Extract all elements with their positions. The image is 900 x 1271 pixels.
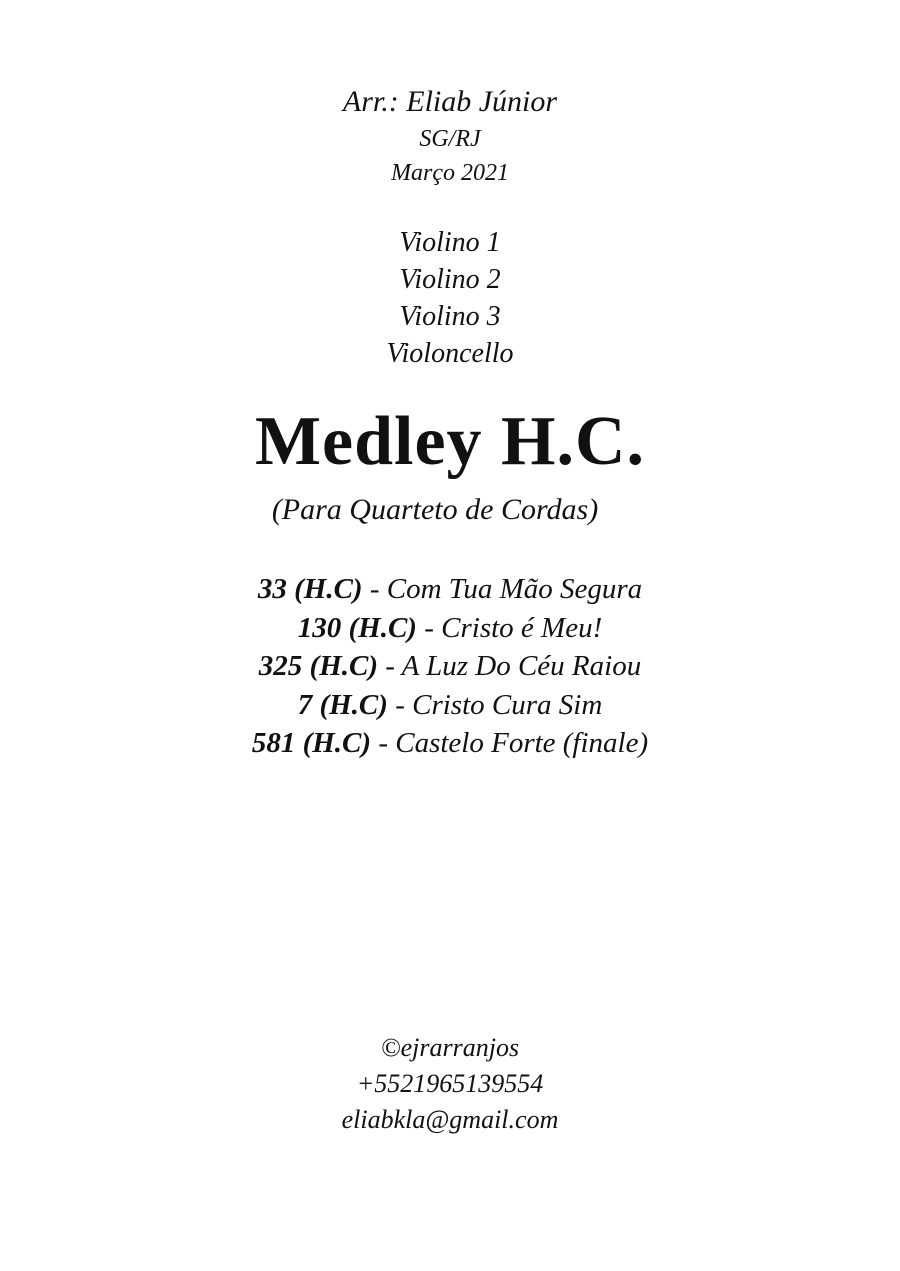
song-name: Castelo Forte (finale) (395, 727, 649, 759)
song-separator: - (371, 727, 396, 759)
arranger-name: Arr.: Eliab Júnior (342, 85, 558, 118)
song-number: 130 (H.C) (297, 611, 417, 644)
song-number: 7 (H.C) (297, 688, 388, 721)
song-separator: - (362, 573, 387, 605)
song-name: Cristo Cura Sim (412, 688, 603, 721)
instrument-violin-2: Violino 2 (399, 264, 501, 295)
phone-number: +5521965139554 (356, 1069, 544, 1098)
song-separator: - (416, 611, 442, 644)
song-separator: - (387, 688, 413, 721)
arranger-location: SG/RJ (419, 126, 481, 152)
instrument-violin-1: Violino 1 (399, 227, 501, 258)
song-name: A Luz Do Céu Raiou (401, 650, 642, 682)
instrument-cello: Violoncello (386, 338, 514, 369)
instrument-violin-3: Violino 3 (399, 301, 501, 332)
song-item (0, 609, 900, 648)
subtitle-text: (Para Quarteto de Cordas) (271, 493, 599, 526)
song-number: 581 (H.C) (251, 727, 372, 759)
subtitle (0, 490, 900, 530)
song-item (0, 570, 900, 609)
song-item (0, 724, 900, 763)
song-item (0, 686, 900, 725)
song-number: 33 (H.C) (257, 573, 363, 605)
song-list (0, 570, 900, 763)
page-title: Medley H.C. (254, 403, 646, 480)
arranger-info (0, 82, 900, 190)
contact-footer (0, 1030, 900, 1138)
instrument-list (0, 224, 900, 372)
song-name: Com Tua Mão Segura (386, 573, 643, 605)
song-item (0, 647, 900, 686)
copyright-text: ©ejrarranjos (380, 1033, 520, 1062)
song-number: 325 (H.C) (258, 650, 379, 682)
song-separator: - (378, 650, 402, 682)
arrangement-date: Março 2021 (391, 160, 509, 186)
song-name: Cristo é Meu! (441, 611, 603, 644)
email-address: eliabkla@gmail.com (341, 1105, 559, 1134)
